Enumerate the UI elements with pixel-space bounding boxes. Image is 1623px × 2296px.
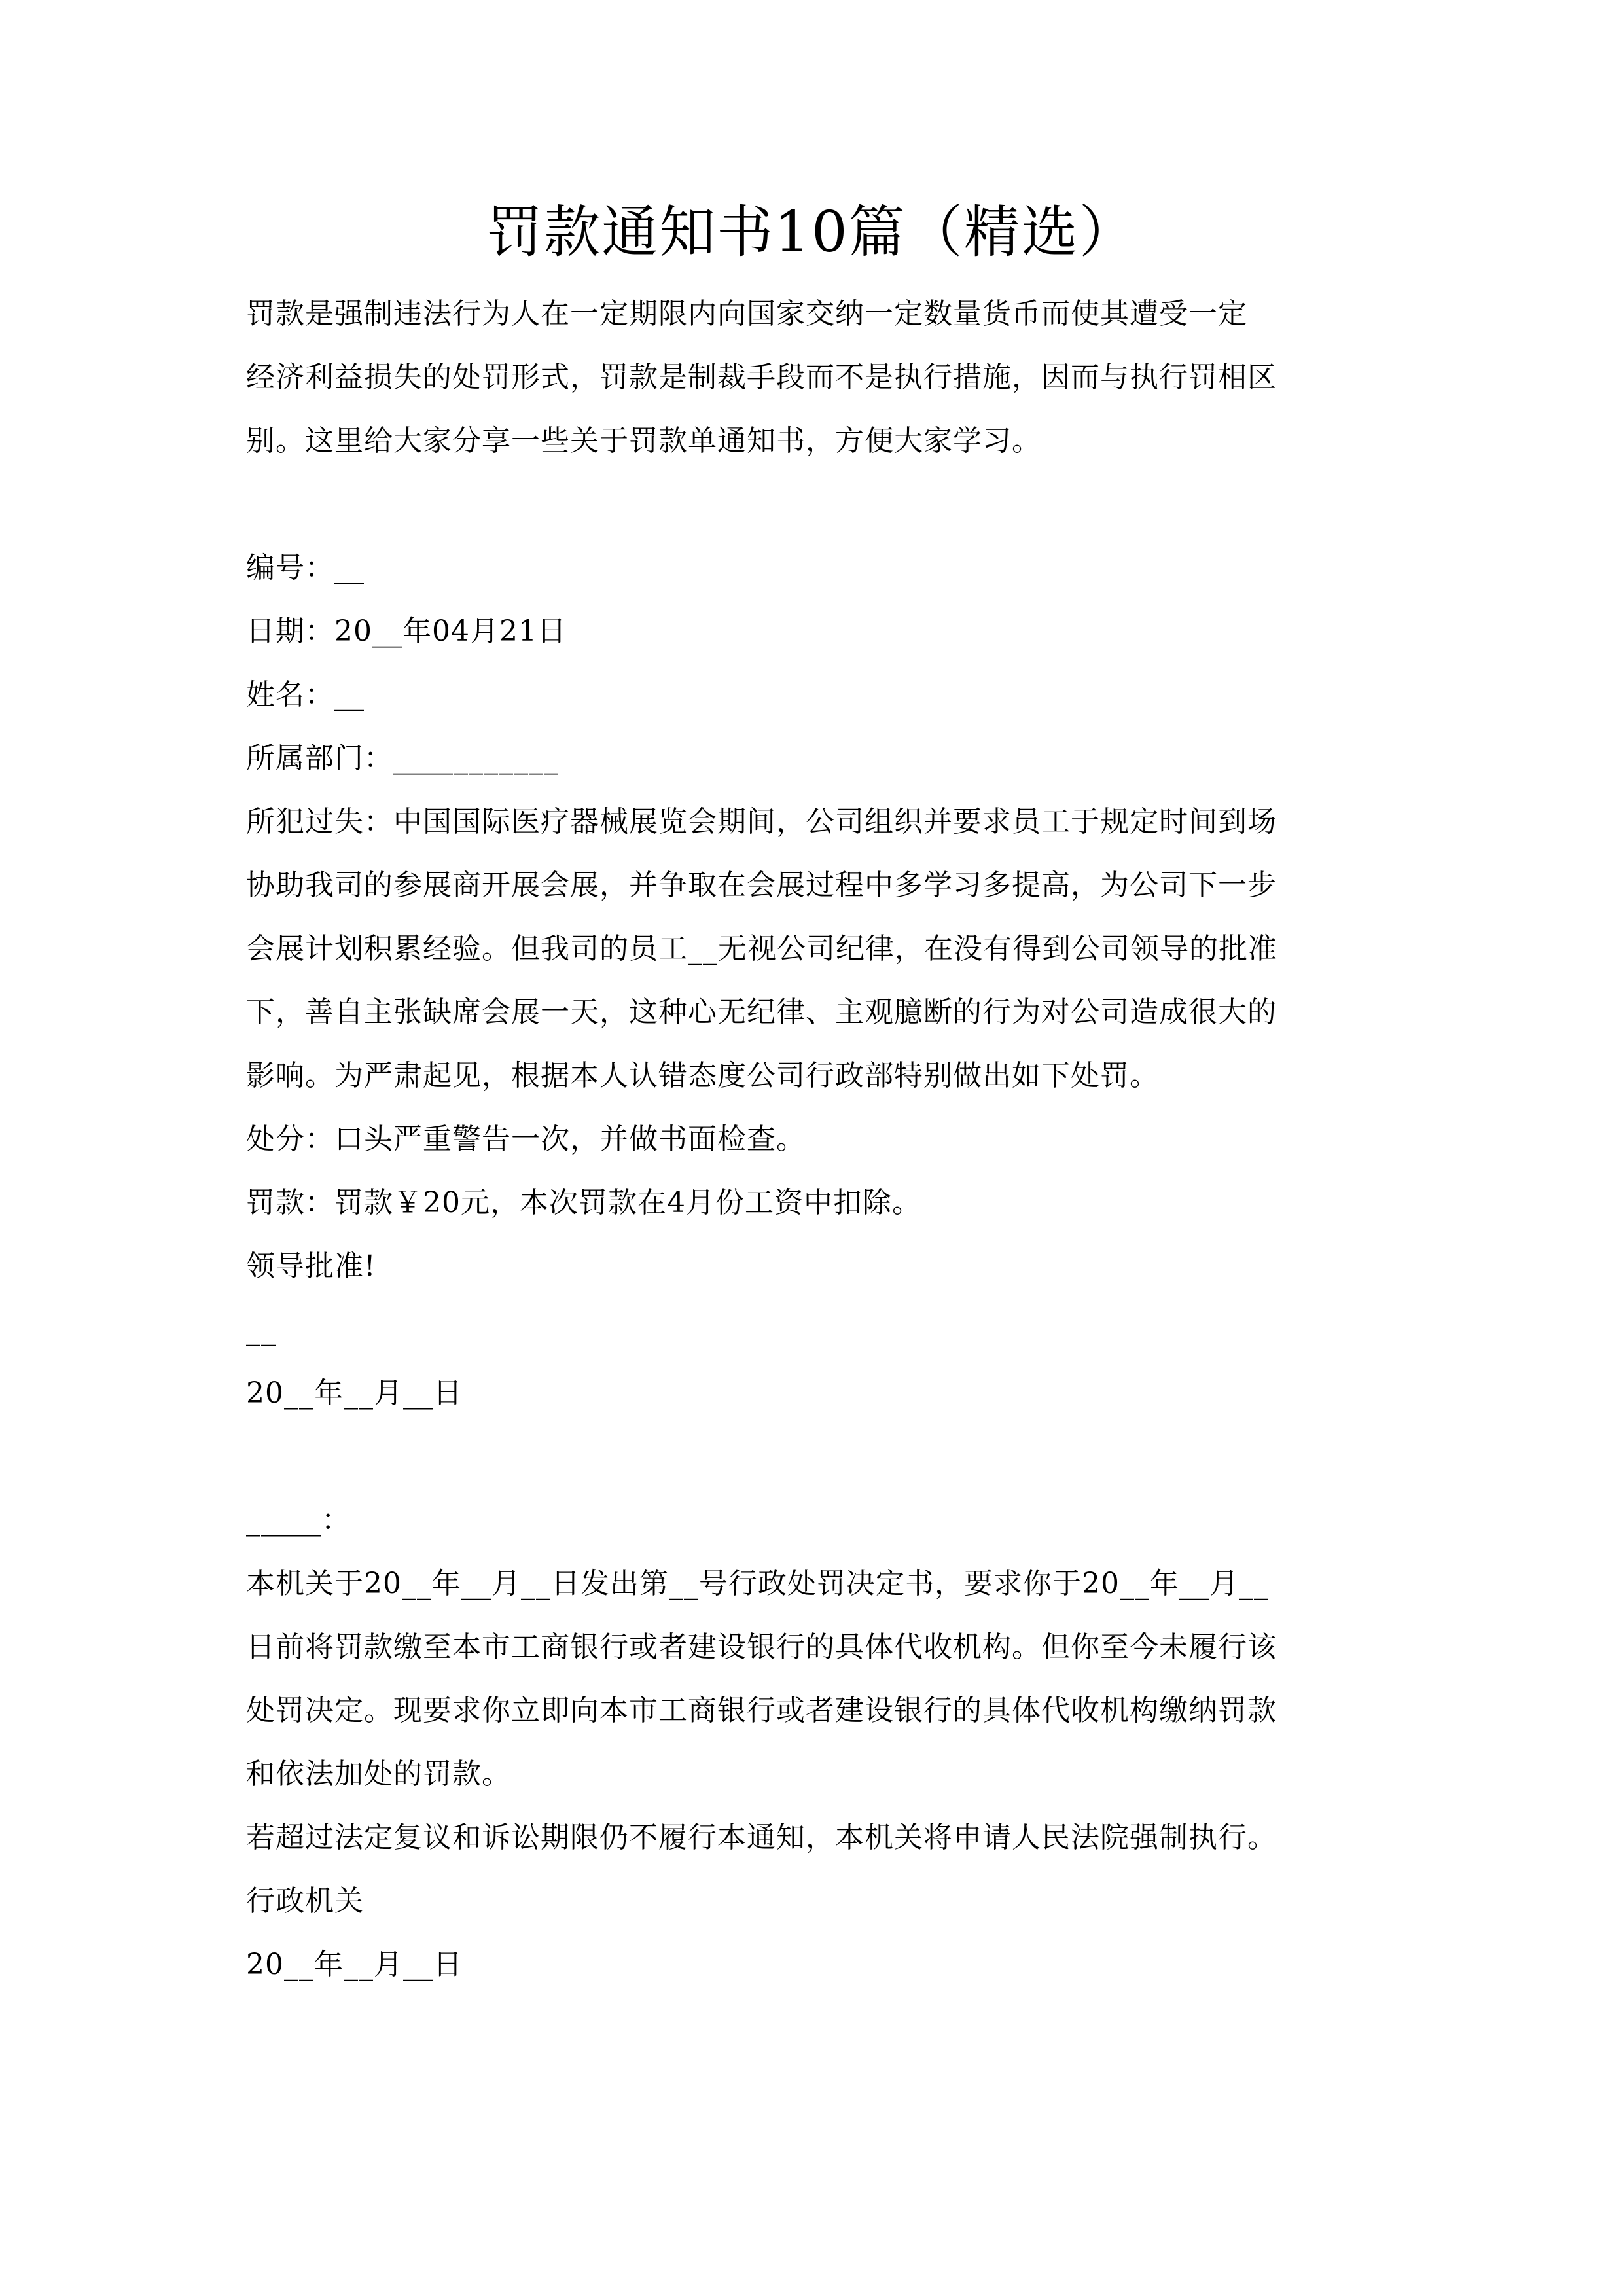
- intro-line-2: 经济利益损失的处罚形式，罚款是制裁手段而不是执行措施，因而与执行罚相区: [246, 361, 1277, 394]
- notice2-issuer: 行政机关: [246, 1884, 364, 1918]
- notice2-body-line-3: 处罚决定。现要求你立即向本市工商银行或者建设银行的具体代收机构缴纳罚款: [246, 1694, 1277, 1727]
- notice1-number: 编号：__: [246, 551, 365, 584]
- notice1-sign-date: 20__年__月__日: [246, 1376, 463, 1410]
- notice1-name: 姓名：__: [246, 678, 365, 711]
- notice1-fine: 罚款：罚款￥20元，本次罚款在4月份工资中扣除。: [246, 1186, 921, 1219]
- notice1-fault-line-3: 会展计划积累经验。但我司的员工__无视公司纪律，在没有得到公司领导的批准: [246, 932, 1277, 965]
- notice1-signature: __: [246, 1313, 276, 1346]
- notice1-department: 所属部门：___________: [246, 742, 559, 775]
- notice2-body-line-4: 和依法加处的罚款。: [246, 1757, 511, 1791]
- notice2-date: 20__年__月__日: [246, 1948, 463, 1981]
- notice1-fault-line-1: 所犯过失：中国国际医疗器械展览会期间，公司组织并要求员工于规定时间到场: [246, 805, 1277, 838]
- notice1-fault-line-4: 下，善自主张缺席会展一天，这种心无纪律、主观臆断的行为对公司造成很大的: [246, 996, 1277, 1029]
- notice2-warning: 若超过法定复议和诉讼期限仍不履行本通知，本机关将申请人民法院强制执行。: [246, 1821, 1277, 1854]
- notice2-addressee: _____：: [246, 1503, 351, 1537]
- notice2-body-line-1: 本机关于20__年__月__日发出第__号行政处罚决定书，要求你于20__年__月__: [246, 1567, 1269, 1600]
- notice1-fault-line-5: 影响。为严肃起见，根据本人认错态度公司行政部特别做出如下处罚。: [246, 1059, 1159, 1092]
- notice1-approval: 领导批准!: [246, 1249, 376, 1283]
- notice1-fault-line-2: 协助我司的参展商开展会展，并争取在会展过程中多学习多提高，为公司下一步: [246, 869, 1277, 902]
- notice1-date: 日期：20__年04月21日: [246, 615, 567, 648]
- notice1-punishment: 处分：口头严重警告一次，并做书面检查。: [246, 1122, 806, 1156]
- document-title: 罚款通知书10篇（精选）: [486, 200, 1137, 265]
- notice2-body-line-2: 日前将罚款缴至本市工商银行或者建设银行的具体代收机构。但你至今未履行该: [246, 1630, 1277, 1664]
- intro-line-3: 别。这里给大家分享一些关于罚款单通知书，方便大家学习。: [246, 424, 1041, 457]
- intro-line-1: 罚款是强制违法行为人在一定期限内向国家交纳一定数量货币而使其遭受一定: [246, 297, 1247, 331]
